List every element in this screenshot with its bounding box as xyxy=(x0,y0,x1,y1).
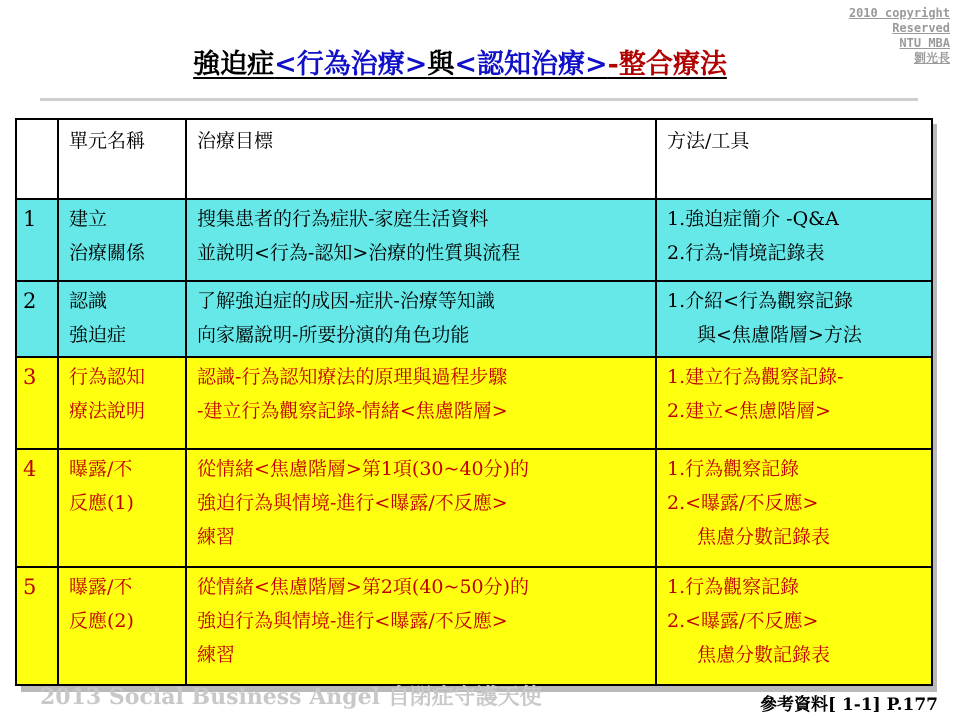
cell-line: 2.<曝露/不反應> xyxy=(667,610,819,632)
cell-line: 2.行為-情境記錄表 xyxy=(667,242,825,264)
unit-cell xyxy=(58,199,186,281)
header-cell xyxy=(16,119,58,199)
method-cell xyxy=(656,449,932,567)
cell-line: 2.<曝露/不反應> xyxy=(667,492,819,514)
cell-line: 強迫行為與情境-進行<曝露/不反應> xyxy=(197,610,508,632)
unit-cell xyxy=(58,567,186,685)
cell-line: 強迫症 xyxy=(69,324,127,346)
title-part: 與 xyxy=(427,49,455,80)
cell-line: 建立 xyxy=(69,208,108,230)
header-cell: 單元名稱 xyxy=(58,119,186,199)
unit-cell xyxy=(58,281,186,357)
title-part: -整合療法 xyxy=(607,49,727,80)
cell-line: 療法說明 xyxy=(69,400,146,422)
footer-reference: 參考資料[ 1-1] P.177 xyxy=(759,695,938,715)
slide-title xyxy=(0,42,920,81)
cell-line: 焦慮分數記錄表 xyxy=(697,526,831,548)
cell-line: 搜集患者的行為症狀-家庭生活資料 xyxy=(197,208,489,230)
header-cell: 治療目標 xyxy=(186,119,656,199)
cell-line: 認識 xyxy=(69,290,108,312)
title-part: <行為治療> xyxy=(274,49,428,80)
cell-line: -建立行為觀察記錄-情緒<焦慮階層> xyxy=(197,400,508,422)
goal-cell xyxy=(186,357,656,449)
goal-cell xyxy=(186,449,656,567)
header-cell: 方法/工具 xyxy=(656,119,932,199)
table-header-row xyxy=(16,119,932,199)
cell-line: 認識-行為認知療法的原理與過程步驟 xyxy=(197,366,508,388)
row-number: 4 xyxy=(16,449,58,567)
cell-line: 2.建立<焦慮階層> xyxy=(667,400,831,422)
method-cell xyxy=(656,567,932,685)
cell-line: 1.強迫症簡介 -Q&A xyxy=(667,208,839,230)
cell-line: 1.行為觀察記錄 xyxy=(667,458,800,480)
cell-line: 反應(2) xyxy=(69,610,134,632)
cell-line: 與<焦慮階層>方法 xyxy=(697,324,862,346)
cell-line: 練習 xyxy=(197,644,236,666)
table-row xyxy=(16,281,932,357)
method-cell xyxy=(656,281,932,357)
cell-line: 1.建立行為觀察記錄- xyxy=(667,366,844,388)
row-number: 2 xyxy=(16,281,58,357)
cell-line: 從情緒<焦慮階層>第2項(40~50分)的 xyxy=(197,576,530,598)
cell-line: 了解強迫症的成因-症狀-治療等知識 xyxy=(197,290,495,312)
unit-cell xyxy=(58,357,186,449)
goal-cell xyxy=(186,567,656,685)
cell-line: 焦慮分數記錄表 xyxy=(697,644,831,666)
cell-line: 強迫行為與情境-進行<曝露/不反應> xyxy=(197,492,508,514)
goal-cell xyxy=(186,281,656,357)
table-row xyxy=(16,449,932,567)
copyright-line: 劉光長 xyxy=(913,51,950,65)
therapy-table-wrapper xyxy=(15,118,931,686)
cell-line: 向家屬說明-所要扮演的角色功能 xyxy=(197,324,470,346)
title-divider xyxy=(40,98,918,101)
row-number: 5 xyxy=(16,567,58,685)
cell-line: 曝露/不 xyxy=(69,576,133,598)
method-cell xyxy=(656,199,932,281)
title-part: <認知治療> xyxy=(454,49,608,80)
copyright-line: 2010 copyright xyxy=(848,6,950,20)
table-row xyxy=(16,357,932,449)
cell-line: 並說明<行為-認知>治療的性質與流程 xyxy=(197,242,521,264)
row-number: 1 xyxy=(16,199,58,281)
table-row xyxy=(16,567,932,685)
cell-line: 從情緒<焦慮階層>第1項(30~40分)的 xyxy=(197,458,530,480)
cell-line: 治療關係 xyxy=(69,242,146,264)
cell-line: 反應(1) xyxy=(69,492,134,514)
unit-cell xyxy=(58,449,186,567)
cell-line: 1.介紹<行為觀察記錄 xyxy=(667,290,854,312)
cell-line: 行為認知 xyxy=(69,366,146,388)
cell-line: 曝露/不 xyxy=(69,458,133,480)
copyright-line: NTU MBA xyxy=(899,36,950,50)
cell-line: 1.行為觀察記錄 xyxy=(667,576,800,598)
row-number: 3 xyxy=(16,357,58,449)
therapy-table xyxy=(15,118,933,686)
method-cell xyxy=(656,357,932,449)
goal-cell xyxy=(186,199,656,281)
cell-line: 練習 xyxy=(197,526,236,548)
copyright-line: Reserved xyxy=(892,21,950,35)
table-row xyxy=(16,199,932,281)
title-part: 強迫症 xyxy=(193,49,275,80)
footer-watermark: 2013 Social Business Angel 自閉症守護天使 xyxy=(40,684,542,710)
